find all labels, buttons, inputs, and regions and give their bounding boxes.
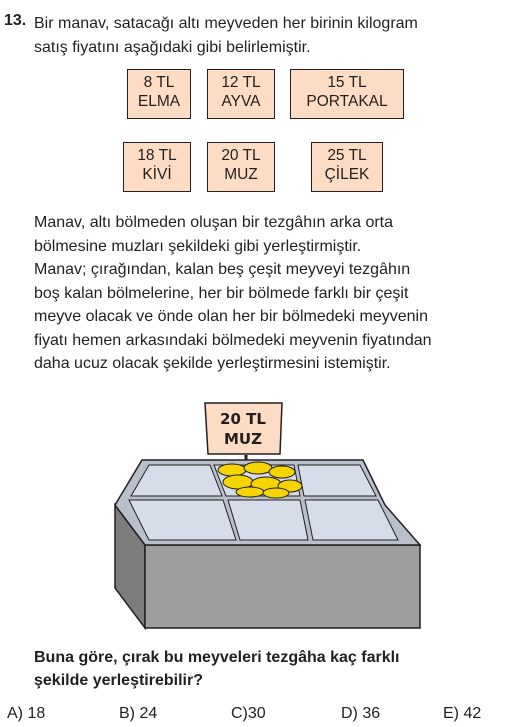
option-d[interactable] [341, 705, 380, 723]
body-line: meyve olacak ve önde olan her bir bölmedeki meyvenin [34, 308, 428, 325]
price-tag-elma [127, 69, 191, 119]
tag-price: 25 TL [327, 147, 367, 164]
tag-price: 15 TL [327, 74, 367, 91]
question-intro [34, 12, 514, 60]
option-value: 42 [463, 705, 482, 722]
option-value: 36 [362, 705, 381, 722]
tag-fruit: AYVA [221, 93, 261, 110]
prompt-line: Buna göre, çırak bu meyveleri tezgâha kaç farklı [34, 649, 400, 666]
stall-illustration [108, 400, 438, 638]
option-b[interactable] [119, 705, 157, 723]
body-line: boş kalan bölmelerine, her bir bölmede farklı bir çeşit [34, 284, 409, 302]
intro-line: satış fiyatını aşağıdaki gibi belirlemiştir. [34, 39, 311, 56]
body-line: fiyatı hemen arkasındaki bölmedeki meyvenin fiyatından [34, 331, 432, 349]
option-e[interactable] [443, 705, 481, 723]
tag-fruit: ELMA [137, 93, 181, 110]
option-value: 18 [27, 705, 46, 722]
body-line: bölmesine muzları şekildeki gibi yerleştirmiştir. [34, 237, 362, 255]
option-letter: E) [443, 705, 459, 722]
option-letter: B) [119, 705, 135, 722]
tag-price: 12 TL [221, 74, 261, 91]
tag-fruit: MUZ [224, 166, 258, 183]
option-letter: A) [7, 705, 23, 722]
stall-sign-price: 20 TL [220, 410, 266, 428]
tag-price: 18 TL [137, 147, 177, 164]
tag-price: 8 TL [143, 74, 175, 91]
option-letter: C) [231, 705, 248, 722]
body-line: Manav; çırağından, kalan beş çeşit meyveyi tezgâhın [34, 261, 411, 278]
body-line: Manav, altı bölmeden oluşan bir tezgâhın arka orta [34, 214, 394, 231]
tag-fruit: PORTAKAL [306, 93, 388, 110]
question-prompt [34, 646, 514, 692]
tag-fruit: KİVİ [142, 166, 172, 183]
question-number: 13. [4, 12, 27, 29]
compartment-front-middle [228, 500, 308, 540]
question-body [34, 211, 524, 376]
stall-front [145, 545, 420, 628]
prompt-line: şekilde yerleştirebilir? [34, 672, 203, 689]
tag-price: 20 TL [221, 147, 261, 164]
intro-line: Bir manav, satacağı altı meyveden her birinin kilogram [34, 15, 418, 32]
price-tag-muz [207, 142, 275, 192]
tag-fruit: ÇİLEK [324, 166, 370, 183]
option-a[interactable] [7, 705, 45, 723]
body-line: daha ucuz olacak şekilde yerleştirmesini istemiştir. [34, 355, 391, 372]
option-letter: D) [341, 705, 358, 722]
stall-sign-fruit: MUZ [224, 430, 262, 448]
option-value: 30 [247, 705, 266, 722]
option-value: 24 [139, 705, 158, 722]
price-tag-kivi [123, 142, 191, 192]
option-c[interactable] [231, 705, 266, 723]
price-tag-cilek [311, 142, 383, 192]
price-tag-ayva [207, 69, 275, 119]
price-tag-portakal [290, 69, 404, 119]
